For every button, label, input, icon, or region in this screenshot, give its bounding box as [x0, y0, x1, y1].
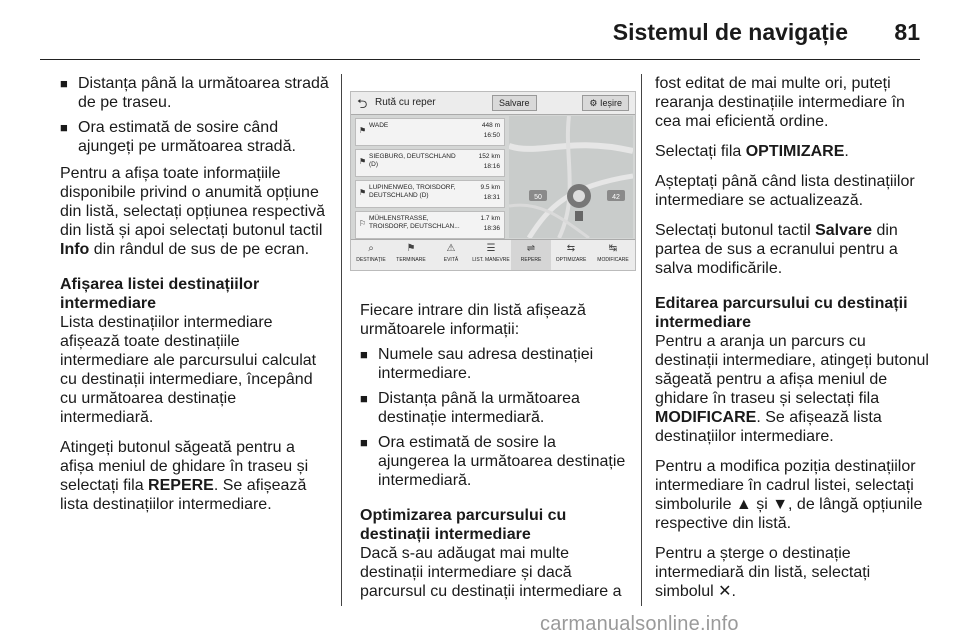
list-item[interactable]: ⚑ SIEGBURG, DEUTSCHLAND (D) 152 km 18:16 — [355, 149, 505, 177]
paragraph: Lista destinațiilor intermediare afișează toate destinațiile intermediare ale parcursului calculat cu destinații intermediare, începând cu următoarea destinație intermediară. — [60, 314, 317, 426]
destination-flag-icon: ⚐ — [359, 219, 367, 228]
bullet-item: ■ Distanța până la următoarea destinație intermediară. — [360, 389, 626, 427]
column-3 — [655, 74, 930, 612]
paragraph: Pentru a șterge o destinație intermediară din listă, selectați simbolul ✕. — [655, 545, 871, 600]
column-1 — [60, 74, 332, 525]
column-divider-1 — [341, 74, 342, 606]
waypoint-list — [355, 118, 505, 236]
tab-repere[interactable]: ⇌ REPERE — [511, 240, 551, 270]
waypoint-icon: ⇌ — [526, 243, 536, 254]
paragraph: Așteptați până când lista destinațiilor intermediare se actualizează. — [655, 173, 915, 209]
screen-tab-bar — [351, 239, 635, 270]
tab-terminare[interactable]: ⚑ TERMINARE — [391, 240, 431, 270]
page-header — [0, 0, 960, 60]
screen-top-bar — [351, 92, 635, 115]
flag-icon: ⚑ — [359, 126, 367, 135]
svg-text:42: 42 — [612, 194, 620, 201]
tab-evita[interactable]: ⚠ EVITĂ — [431, 240, 471, 270]
page-title: Sistemul de navigație — [612, 19, 848, 45]
column-2 — [360, 301, 626, 612]
screen-title: Rută cu reper — [375, 97, 436, 108]
paragraph: Fiecare intrare din listă afișează următoarele informații: — [360, 302, 586, 338]
paragraph: Pentru a aranja un parcurs cu destinații intermediare, atingeți butonul săgeată pentru a afișa meniul de ghidare în traseu și selectați fila MODIFICARE. Se afișează lista destinațiilor intermediare. — [655, 333, 929, 445]
search-icon: ⌕ — [368, 243, 374, 254]
watermark: carmanualsonline.info — [540, 613, 739, 635]
svg-text:50: 50 — [534, 194, 542, 201]
tab-list-manevre[interactable]: ☰ LIST. MANEVRE — [472, 243, 510, 263]
list-icon: ☰ — [486, 243, 496, 254]
section-heading: Optimizarea parcursului cu destinații intermediare — [360, 507, 567, 543]
header-rule — [40, 59, 920, 60]
map-view[interactable] — [509, 116, 633, 238]
exit-button[interactable]: ⚙ Ieșire — [582, 95, 629, 111]
list-item[interactable]: ⚑ WADE 448 m 16:50 — [355, 118, 505, 146]
bullet-item: ■ Numele sau adresa destinației intermediare. — [360, 345, 626, 383]
paragraph: Selectați fila OPTIMIZARE. — [655, 143, 849, 160]
avoid-icon: ⚠ — [446, 243, 456, 254]
list-item[interactable]: ⚑ LUPINENWEG, TROISDORF, DEUTSCHLAND (D) 9.5 km 18:31 — [355, 180, 505, 208]
optimize-icon: ⇆ — [566, 243, 576, 254]
bullet-item: ■ Distanța până la următoarea stradă de pe traseu. — [60, 74, 332, 112]
bullet-item: ■ Ora estimată de sosire la ajungerea la următoarea destinație intermediară. — [360, 433, 626, 490]
paragraph: Dacă s-au adăugat mai multe destinații intermediare și dacă parcursul cu destinații intermediare a — [360, 545, 622, 600]
back-arrow-icon[interactable]: ⮌ — [357, 96, 368, 111]
modify-icon: ↹ — [608, 243, 618, 254]
navigation-screen-figure — [350, 91, 636, 271]
save-button[interactable]: Salvare — [492, 95, 537, 111]
tab-destinatie[interactable]: ⌕ DESTINAȚIE — [351, 240, 391, 270]
paragraph: Atingeți butonul săgeată pentru a afișa meniul de ghidare în traseu și selectați fila REPERE. Se afișează lista destinațiilor intermediare. — [60, 439, 309, 513]
page-number: 81 — [894, 19, 920, 45]
section-heading: Afișarea listei destinațiilor intermediare — [60, 276, 260, 312]
column-divider-2 — [641, 74, 642, 606]
paragraph: fost editat de mai multe ori, puteți rearanja destinațiile intermediare în cea mai eficientă ordine. — [655, 75, 905, 130]
tab-optimizare[interactable]: ⇆ OPTIMIZARE — [551, 240, 591, 270]
map-graphic — [509, 116, 633, 238]
finish-flag-icon: ⚑ — [406, 243, 416, 254]
list-item[interactable]: ⚐ MÜHLENSTRASSE, TROISDORF, DEUTSCHLAN... 1.7 km 18:36 — [355, 211, 505, 239]
paragraph: Pentru a afișa toate informațiile disponibile privind o anumită opțiune din listă, selectați opțiunea respectivă din listă și apoi selectați butonul tactil Info din rândul de sus de pe ecran. — [60, 165, 326, 258]
paragraph: Selectați butonul tactil Salvare din partea de sus a ecranului pentru a salva modificările. — [655, 222, 898, 277]
flag-icon: ⚑ — [359, 188, 367, 197]
section-heading: Editarea parcursului cu destinații intermediare — [655, 295, 908, 331]
paragraph: Pentru a modifica poziția destinațiilor intermediare în cadrul listei, selectați simbolurile ▲ și ▼, de lângă opțiunile respective din listă. — [655, 458, 923, 532]
bullet-item: ■ Ora estimată de sosire când ajungeți pe următoarea stradă. — [60, 118, 332, 156]
flag-icon: ⚑ — [359, 157, 367, 166]
tab-modificare[interactable]: ↹ MODIFICARE — [591, 240, 635, 270]
